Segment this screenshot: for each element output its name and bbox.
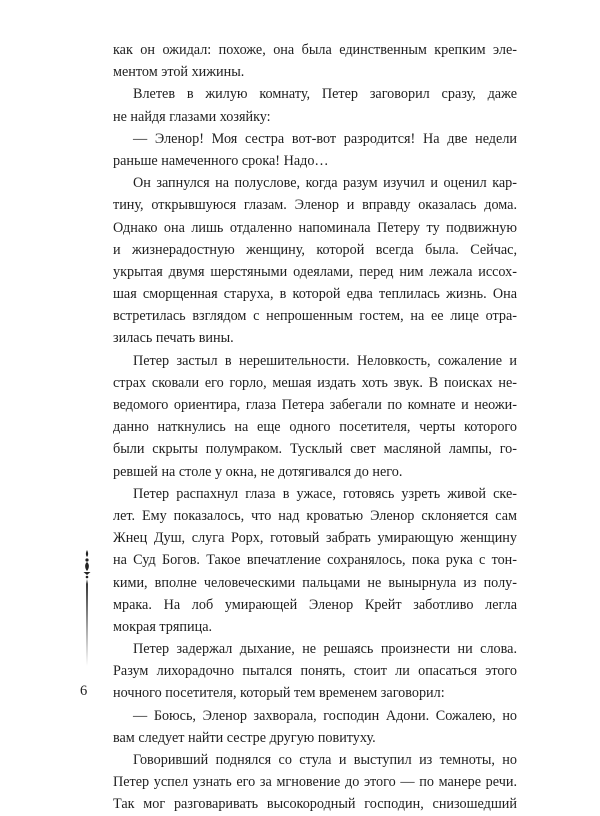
text-line: зилась печать вины.	[113, 330, 234, 347]
text-line: — Боюсь, Эленор захворала, господин Адони. Сожалею, но	[133, 707, 517, 724]
text-line: Петер успел узнать его за мгновение до этого — по манере речи.	[113, 774, 517, 791]
text-line: мокрая тряпица.	[113, 618, 213, 635]
paragraph	[113, 350, 517, 483]
paragraph	[113, 128, 517, 172]
paragraph	[113, 705, 517, 749]
text-line: вам следует найти сестре другую повитуху.	[113, 729, 376, 746]
text-line: ментом этой хижины.	[113, 64, 245, 81]
text-line: как он ожидал: похоже, она была единственным крепким эле-	[113, 42, 517, 58]
text-line: Однако она лишь отдаленно напоминала Петеру ту подвижную	[113, 219, 517, 236]
text-line: шая сморщенная старуха, в которой едва теплилась жизнь. Она	[113, 286, 517, 303]
paragraph	[113, 172, 517, 350]
text-line: тину, открывшуюся глазам. Эленор и вправду оказалась дома.	[113, 197, 517, 214]
text-line: ночного посетителя, который тем временем заговорил:	[113, 685, 445, 702]
paragraph	[113, 638, 517, 705]
text-line: кими, вполне человеческими пальцами не вынырнула из полу-	[113, 574, 517, 591]
text-line: Петер застыл в нерешительности. Неловкость, сожаление и	[133, 352, 517, 369]
text-line: Жнец Душ, слуга Рорх, готовый забрать умирающую женщину	[113, 530, 517, 547]
text-line: встретилась взглядом с непрошенным гостем, на ее лице отра-	[113, 308, 517, 325]
text-line: Петер распахнул глаза в ужасе, готовясь узреть живой ске-	[133, 485, 517, 502]
text-line: не найдя глазами хозяйку:	[113, 108, 271, 125]
text-line: были скрыты полумраком. Тусклый свет масляной лампы, го-	[113, 441, 517, 458]
text-line: Петер задержал дыхание, не решаясь произнести ни слова.	[133, 641, 517, 658]
text-line: укрытая двумя шерстяными одеялами, перед ним лежала иссох-	[113, 263, 517, 280]
paragraph	[113, 39, 517, 83]
text-line: ведомого ориентира, глаза Петера забегали по комнате и неожи-	[113, 397, 517, 413]
text-line: Так мог разговаривать высокородный господин, снизошедший	[113, 796, 517, 813]
text-line: Разум лихорадочно пытался понять, стоит ли опасаться этого	[113, 663, 517, 680]
text-line: Влетев в жилую комнату, Петер заговорил сразу, даже	[133, 86, 517, 103]
text-line: на Суд Богов. Такое впечатление сохранялось, пока рука с тон-	[113, 552, 517, 569]
text-line: раньше намеченного срока! Надо…	[113, 152, 329, 169]
text-line: и жизнерадостную женщину, которой всегда была. Сейчас,	[113, 241, 517, 258]
ornament-divider-icon	[79, 548, 95, 668]
text-line: Говоривший поднялся со стула и выступил из темноты, но	[133, 752, 517, 768]
text-line: лет. Ему показалось, что над кроватью Эленор склоняется сам	[113, 507, 517, 524]
paragraph	[113, 483, 517, 638]
paragraph	[113, 83, 517, 127]
page-number: 6	[80, 683, 88, 699]
text-line: данно наткнулись на еще одного посетителя, черты которого	[113, 419, 517, 436]
page-text	[113, 39, 517, 816]
text-line: страх сковали его горло, мешая издать хоть звук. В поисках не-	[113, 374, 517, 391]
text-line: ревшей на столе у окна, не дотягивался до него.	[113, 463, 403, 480]
paragraph	[113, 749, 517, 816]
text-line: — Эленор! Моя сестра вот-вот разродится! На две недели	[133, 130, 517, 147]
text-line: мрака. На лоб умирающей Эленор Крейт заботливо легла	[113, 596, 517, 613]
text-line: Он запнулся на полуслове, когда разум изучил и оценил кар-	[133, 175, 517, 192]
